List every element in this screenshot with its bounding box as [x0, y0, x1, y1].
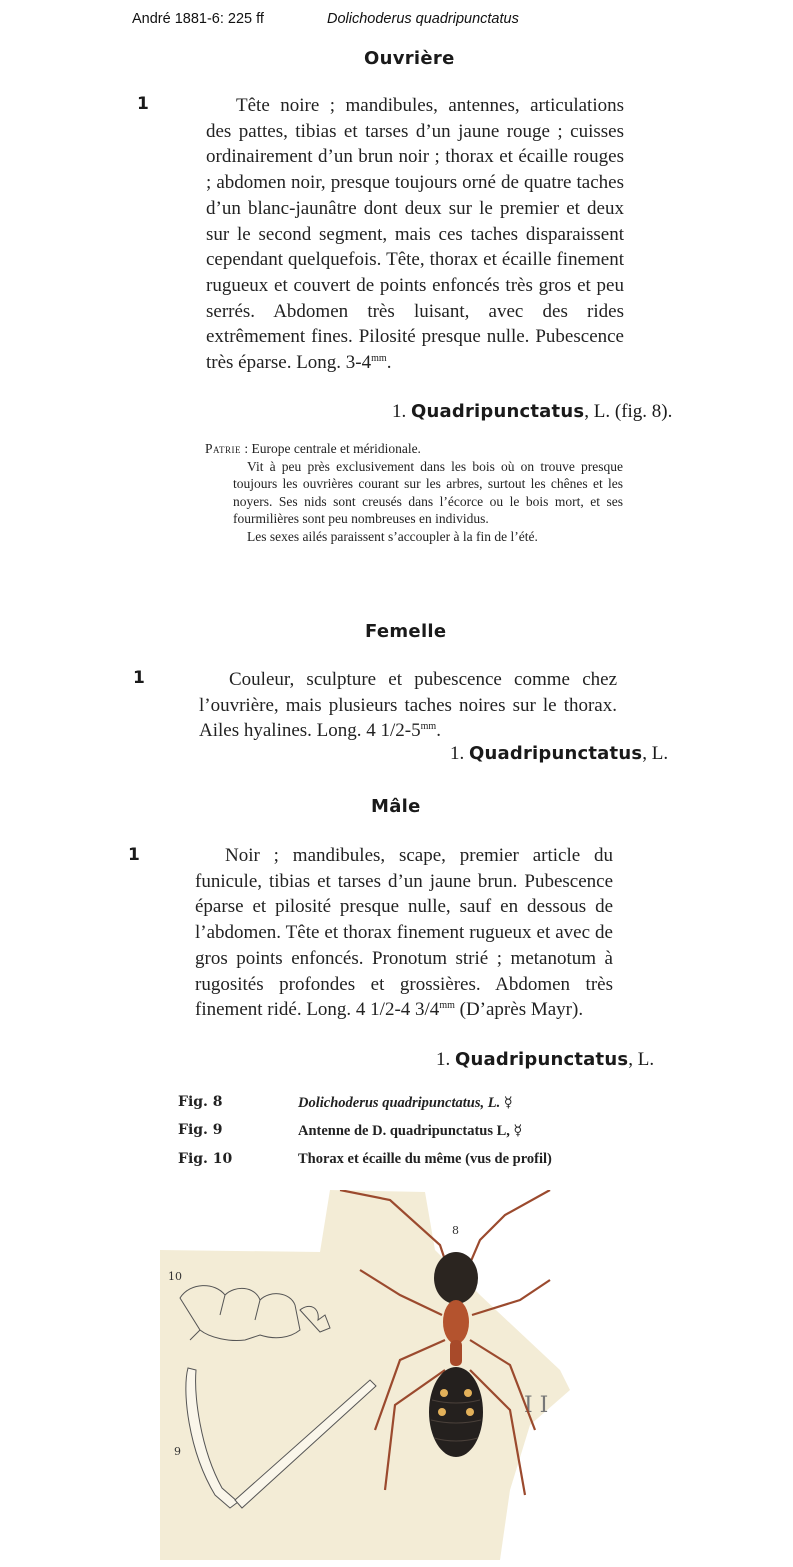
plate-number-8: 8 — [452, 1224, 459, 1237]
unit: mm — [371, 353, 387, 365]
description-text: Tête noire ; mandibules, antennes, articulations des pattes, tibias et tarses d’un jaune rouge ; cuisses ordinairement d’un brun noir ; thorax et écaille rouges ; abdomen noir, presque toujours orné de quatre taches d’un blanc-jaunâtre dont deux sur le premier et deux sur le second segment, mais ces taches disparaissent cependant quelquefois. Tête, thorax et écaille finement rugueux et couvert de points enfoncés très gros et peu serrés. Abdomen très luisant, avec des rides extrêmement fines. Pilosité presque nulle. Pubescence très éparse. Long. 3-4 — [206, 95, 624, 374]
couplet-number-male: 1 — [128, 845, 140, 865]
species-name: Quadripunctatus — [455, 1049, 629, 1070]
species-line-ouvriere: 1. Quadripunctatus, L. (fig. 8). — [392, 401, 673, 422]
ant-spot — [464, 1389, 472, 1397]
section-title-femelle: Femelle — [365, 621, 447, 642]
section-title-male: Mâle — [371, 796, 421, 817]
figure-caption: Antenne de D. quadripunctatus L, ☿ — [298, 1123, 523, 1139]
couplet-number-ouvriere: 1 — [137, 94, 149, 114]
species-name: Quadripunctatus — [411, 401, 585, 422]
ant-thorax — [443, 1300, 469, 1344]
description-femelle: Couleur, sculpture et pubescence comme chez l’ouvrière, mais plusieurs taches noires sur le thorax. Ailes hyalines. Long. 4 $1/2-5^{mm}$. — [199, 669, 617, 742]
species-line-male: 1. Quadripunctatus, L. — [436, 1049, 655, 1070]
habitat-note: Vit à peu près exclusivement dans les bois où on trouve presque toujours les ouvrières courant sur les arbres, surtout les chênes et les noyers. Ses nids sont creusés dans l’écorce ou le bois mort, et ses fourmilières sont peu nombreuses en individus. — [233, 458, 623, 527]
figure-caption-row — [178, 1094, 223, 1111]
figure-label: Fig. 10 — [178, 1151, 233, 1167]
figure-caption: Dolichoderus quadripunctatus, L. ☿ — [298, 1095, 513, 1111]
figure-label: Fig. 8 — [178, 1094, 223, 1110]
ant-head — [434, 1252, 478, 1304]
mating-note: Les sexes ailés paraissent s’accoupler à la fin de l’été. — [247, 528, 538, 544]
species-name: Quadripunctatus — [469, 743, 643, 764]
plate-number-9: 9 — [174, 1445, 181, 1458]
description-male: Noir ; mandibules, scape, premier article du funicule, tibias et tarses d’un jaune brun. Pubescence éparse et pilosité presque nulle, sauf en dessous de l’abdomen. Tête et thorax finement rugueux et avec de gros points enfoncés. Pronotum strié ; metanotum à rugosités profondes et grossières. Abdomen très finement ridé. Long. 4 1/2-4 $3/4^{mm}$ (D’après Mayr). — [195, 845, 613, 1021]
patrie-key: Patrie — [205, 441, 242, 456]
ant-spot — [466, 1408, 474, 1416]
ant-plate-illustration — [160, 1190, 600, 1560]
figure-caption-row — [178, 1151, 232, 1168]
description-ouvriere: Tête noire ; mandibules, antennes, articulations des pattes, tibias et tarses d’un jaune rouge ; cuisses ordinairement d’un brun noir ; thorax et écaille rouges ; abdomen noir, presque toujours orné de quatre taches d’un blanc-jaunâtre dont deux sur le premier et deux sur le second segment, mais ces taches disparaissent cependant quelquefois. Tête, thorax et écaille finement rugueux et couvert de points enfoncés très gros et peu serrés. Abdomen très luisant, avec des rides extrêmement fines. Pilosité presque nulle. Pubescence très éparse. Long. $3-4^{mm}$. — [206, 95, 624, 374]
plate-mark-II: I I — [524, 1393, 549, 1418]
species-line-femelle: 1. Quadripunctatus, L. — [450, 743, 669, 764]
ant-spot — [438, 1408, 446, 1416]
figure-caption-row — [178, 1122, 223, 1139]
ant-spot — [440, 1389, 448, 1397]
figure-reference: (fig. 8). — [614, 401, 673, 422]
patrie-value: : Europe centrale et méridionale. — [241, 441, 421, 456]
figure-label: Fig. 9 — [178, 1122, 223, 1138]
couplet-number-femelle: 1 — [133, 668, 145, 688]
header-species: Dolichoderus quadripunctatus — [327, 11, 519, 27]
plate-number-10: 10 — [168, 1270, 182, 1283]
section-title-ouvriere: Ouvrière — [364, 48, 455, 69]
ant-abdomen — [429, 1367, 483, 1457]
plate-paper — [160, 1190, 570, 1560]
figure-caption: Thorax et écaille du même (vus de profil) — [298, 1151, 552, 1167]
ant-petiole — [450, 1340, 462, 1366]
header-reference: André 1881-6: 225 ff — [132, 11, 264, 27]
notes-ouvriere — [205, 440, 623, 546]
